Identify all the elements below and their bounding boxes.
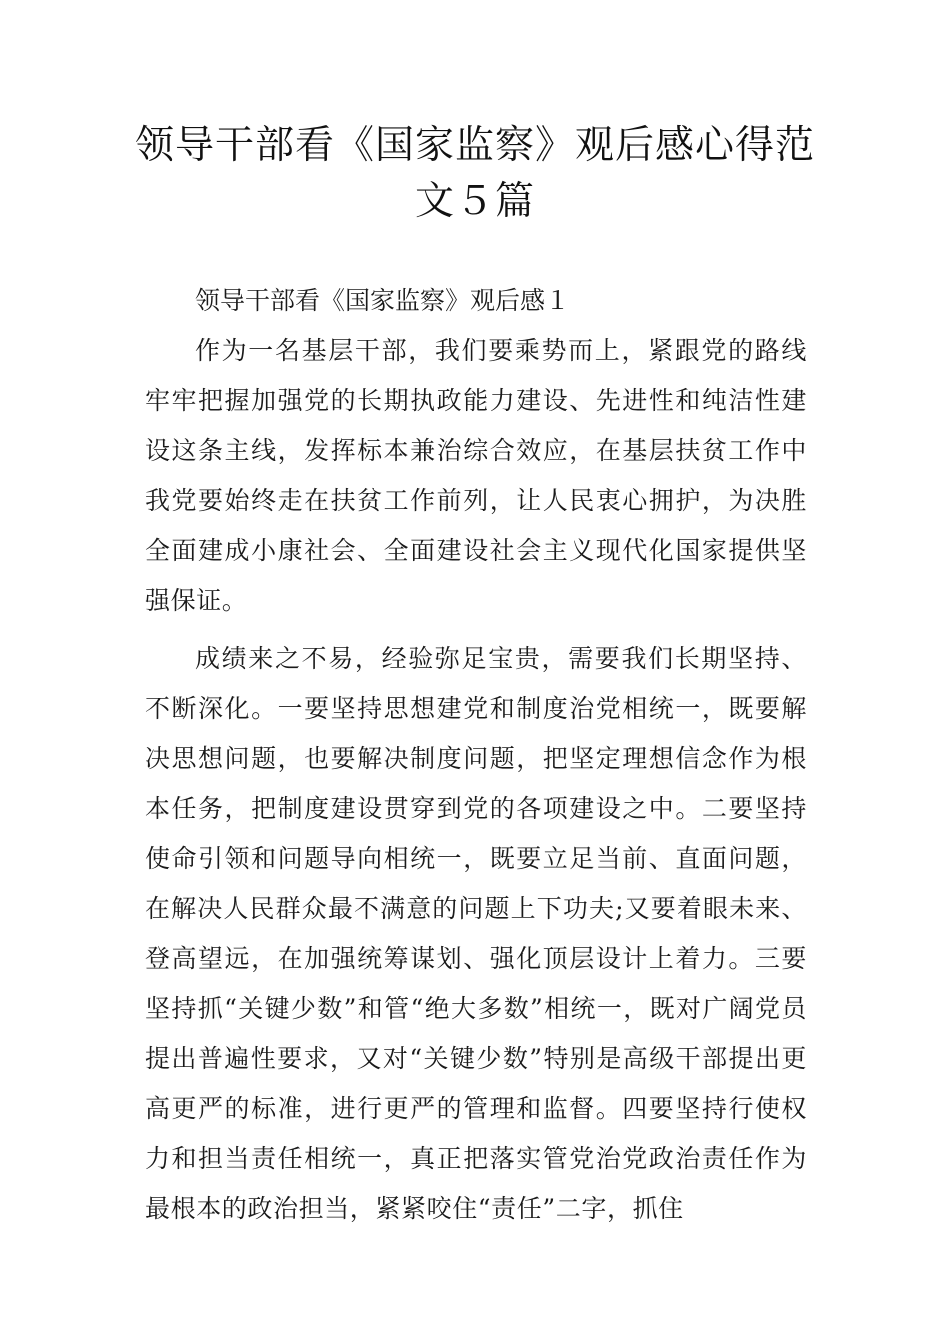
paragraph-1: 作为一名基层干部，我们要乘势而上，紧跟党的路线牢牢把握加强党的长期执政能力建设、先进性和纯洁性建设这条主线，发挥标本兼治综合效应，在基层扶贫工作中我党要始终走在扶贫工作前列，让人民衷心拥护，为决胜全面建成小康社会、全面建设社会主义现代化国家提供坚强保证。: [145, 336, 807, 615]
document-title: 领导干部看《国家监察》观后感心得范文５篇: [134, 123, 815, 224]
document-body: [145, 276, 807, 1234]
section-heading: 领导干部看《国家监察》观后感１: [195, 286, 571, 315]
paragraph-2: 成绩来之不易，经验弥足宝贵，需要我们长期坚持、不断深化。一要坚持思想建党和制度治党相统一，既要解决思想问题，也要解决制度问题，把坚定理想信念作为根本任务，把制度建设贯穿到党的各项建设之中。二要坚持使命引领和问题导向相统一，既要立足当前、直面问题，在解决人民群众最不满意的问题上下功夫;又要着眼未来、登高望远，在加强统筹谋划、强化顶层设计上着力。三要坚持抓“关键少数”和管“绝大多数”相统一，既对广阔党员提出普遍性要求，又对“关键少数”特别是高级干部提出更高更严的标准，进行更严的管理和监督。四要坚持行使权力和担当责任相统一，真正把落实管党治党政治责任作为最根本的政治担当，紧紧咬住“责任”二字，抓住: [145, 644, 807, 1223]
